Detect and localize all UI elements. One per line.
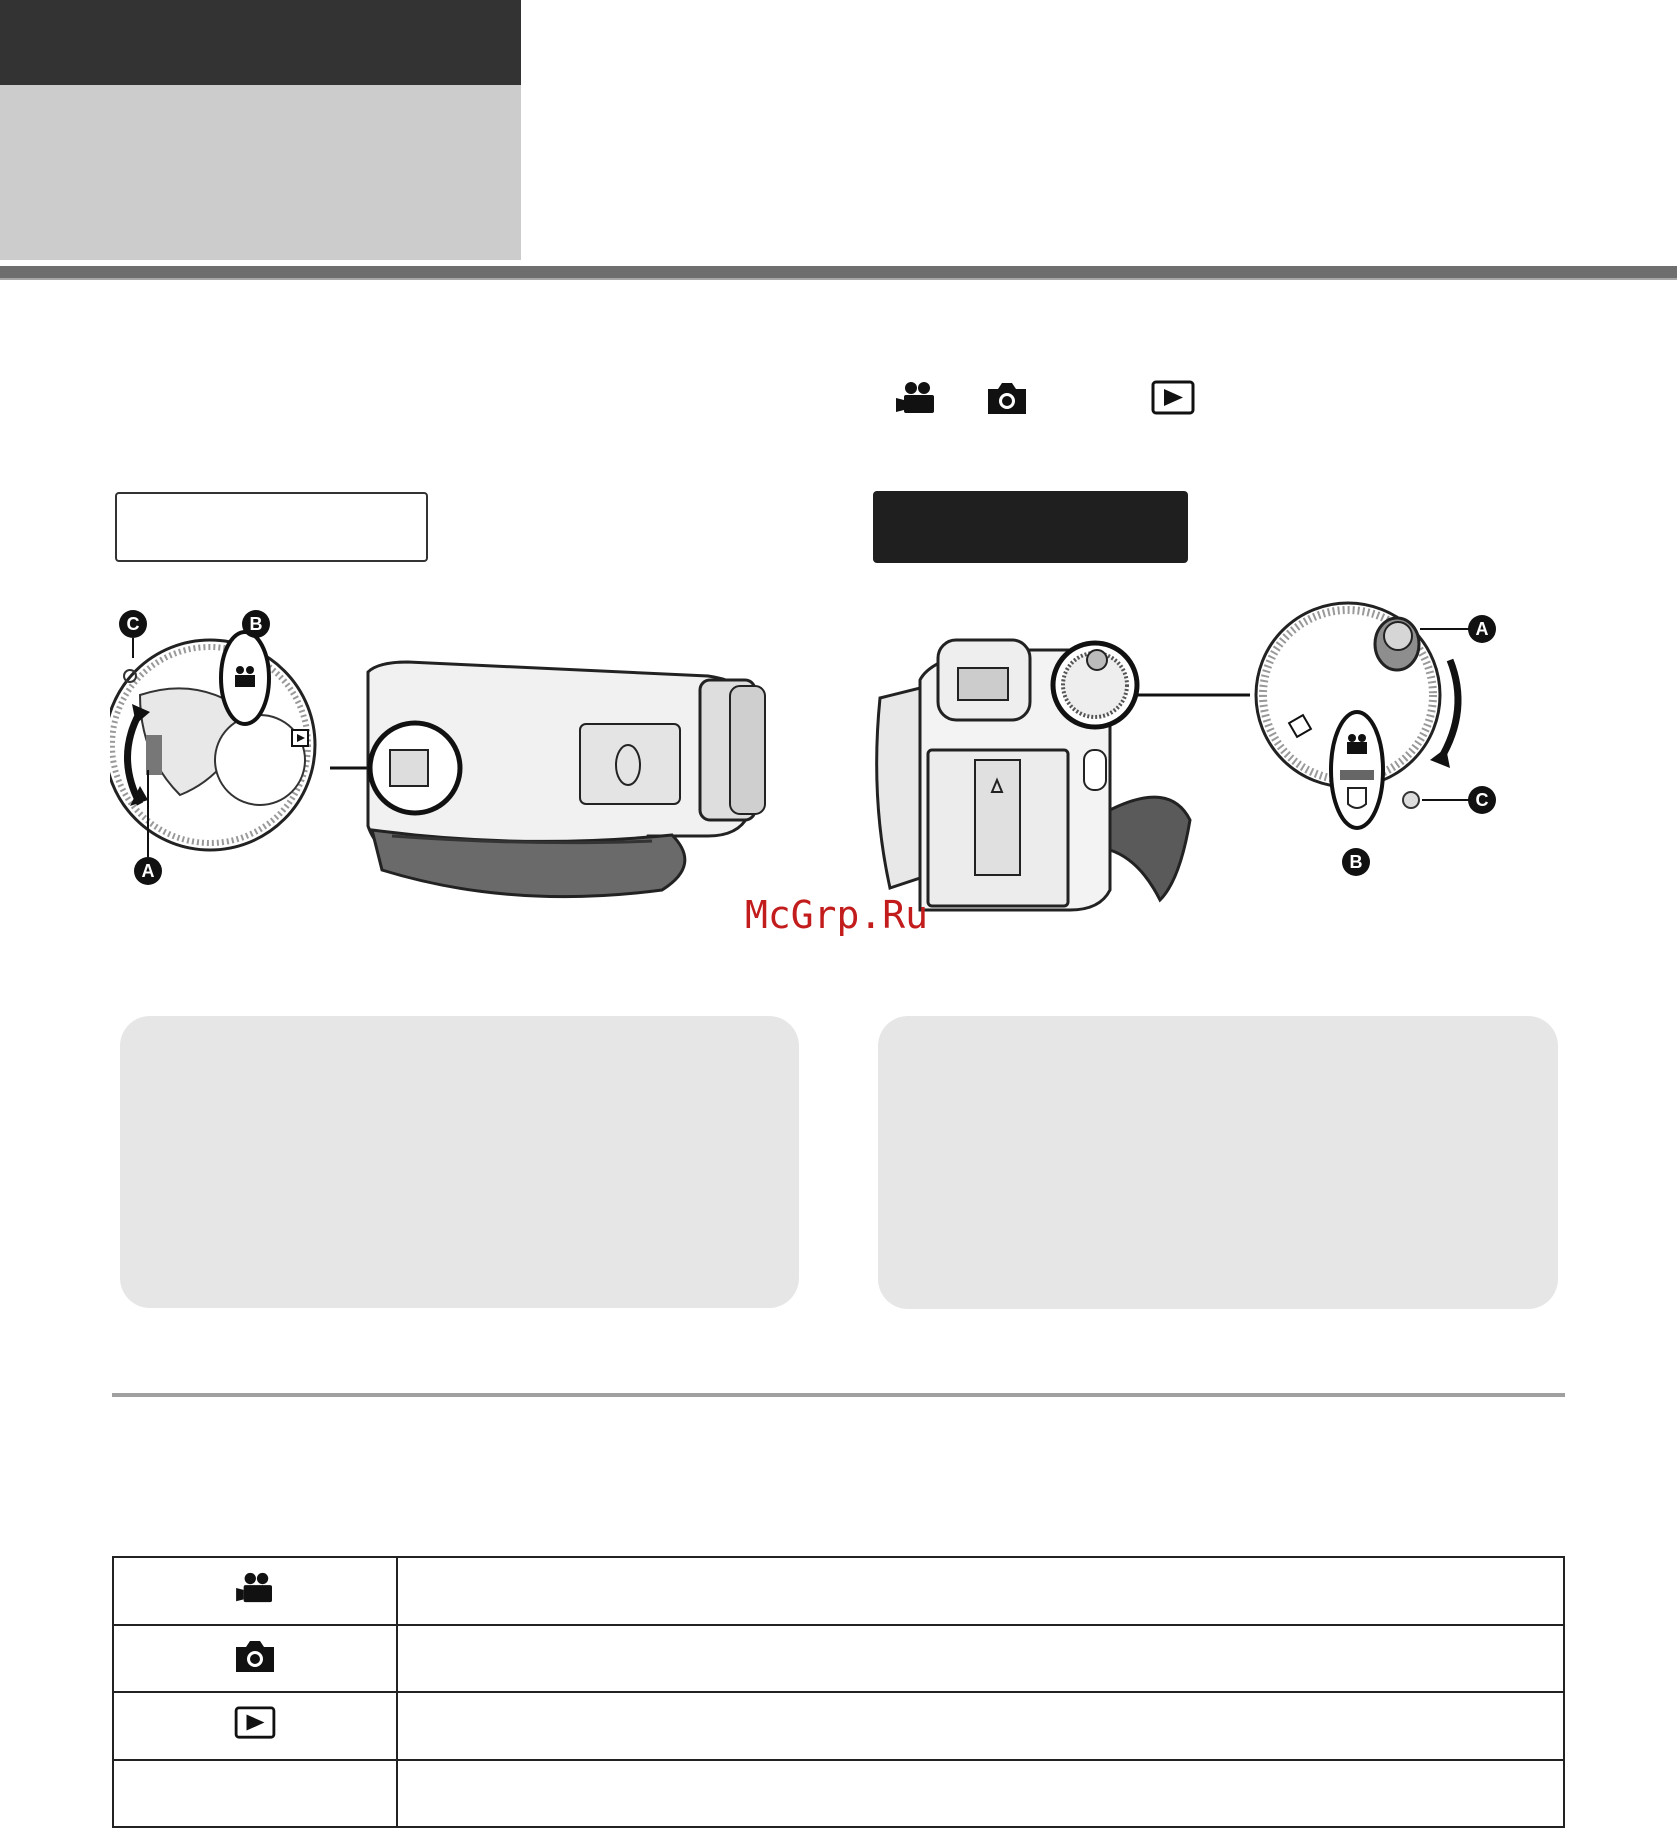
table-cell-icon	[113, 1625, 397, 1693]
table-cell-icon	[113, 1557, 397, 1625]
watermark-text: McGrp.Ru	[745, 893, 929, 937]
playback-icon	[233, 1706, 277, 1745]
section-divider	[112, 1393, 1565, 1397]
mode-table	[112, 1556, 1565, 1828]
label-box-filled	[873, 491, 1188, 563]
still-camera-icon	[984, 380, 1030, 421]
still-camera-icon	[232, 1638, 278, 1679]
table-cell-icon	[113, 1760, 397, 1828]
movie-camera-icon	[896, 380, 936, 421]
callout-b-left: B	[249, 614, 263, 634]
callout-a-right: A	[1475, 619, 1489, 639]
callout-b-right: B	[1349, 852, 1363, 872]
table-cell-icon	[113, 1692, 397, 1760]
camera-side-illustration	[110, 600, 810, 930]
header-rule-light	[0, 278, 1677, 280]
note-panel-right	[878, 1016, 1558, 1309]
playback-icon	[1151, 380, 1195, 421]
table-cell-description	[397, 1625, 1564, 1693]
callout-a-left: A	[141, 861, 155, 881]
table-cell-description	[397, 1557, 1564, 1625]
table-row	[113, 1760, 1564, 1828]
label-box-outline	[115, 492, 428, 562]
table-row	[113, 1625, 1564, 1693]
header-grey-block	[0, 85, 521, 260]
table-cell-description	[397, 1692, 1564, 1760]
movie-camera-icon	[235, 1571, 275, 1610]
header-rule	[0, 266, 1677, 278]
mode-icons-row	[896, 380, 1216, 430]
table-cell-description	[397, 1760, 1564, 1828]
table-row	[113, 1692, 1564, 1760]
camera-rear-illustration	[860, 600, 1530, 930]
callout-c-right: C	[1475, 790, 1489, 810]
note-panel-left	[120, 1016, 799, 1308]
table-row	[113, 1557, 1564, 1625]
callout-c-left: C	[126, 614, 140, 634]
header-dark-bar	[0, 0, 521, 85]
